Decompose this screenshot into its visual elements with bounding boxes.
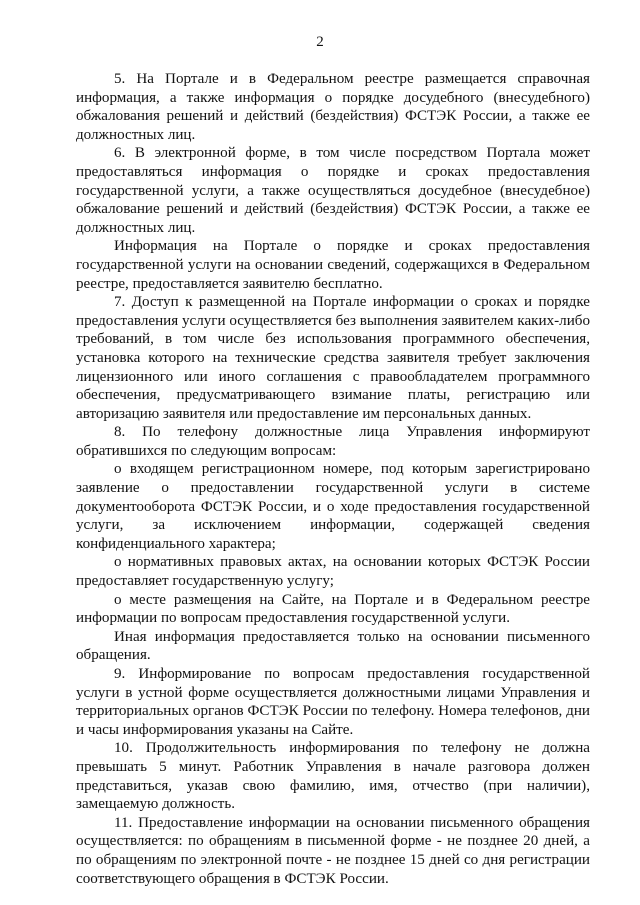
paragraph-8-item-registration: о входящем регистрационном номере, под которым зарегистрировано заявление о предоставлении государственной услуги в системе документооборота ФСТЭК России, и о ходе предоставления государственной услуги, за исключением информации, содержащей сведения конфиденциального характера;: [76, 461, 590, 552]
paragraph-8-other-info: Иная информация предоставляется только на основании письменного обращения.: [76, 628, 590, 664]
paragraph-11: 11. Предоставление информации на основании письменного обращения осуществляется: по обращениям в письменной форме - не позднее 20 дней, а по обращениям по электронной почте - не позднее 15 дней со дня регистрации соответствующего обращения в ФСТЭК России.: [76, 814, 590, 887]
paragraph-9: 9. Информирование по вопросам предоставления государственной услуги в устной форме осуществляется должностными лицами Управления и территориальных органов ФСТЭК России по телефону. Номера телефонов, дни и часы информирования указаны на Сайте.: [76, 666, 590, 738]
paragraph-8: 8. По телефону должностные лица Управления информируют обратившихся по следующим вопросам:: [76, 424, 590, 459]
paragraph-8-item-legal-acts: о нормативных правовых актах, на основании которых ФСТЭК России предоставляет государственную услугу;: [76, 554, 590, 590]
paragraph-10: 10. Продолжительность информирования по телефону не должна превышать 5 минут. Работник Управления в начале разговора должен представиться, указав свою фамилию, имя, отчество (при наличии), замещаемую должность.: [76, 740, 590, 813]
paragraph-7: 7. Доступ к размещенной на Портале информации о сроках и порядке предоставления услуги осуществляется без выполнения заявителем каких-либо требований, в том числе без использования программного обеспечения, установка которого на технические средства заявителя требует заключения лицензионного или иного соглашения с правообладателем программного обеспечения, предусматривающего взимание платы, регистрацию или авторизацию заявителя или предоставление им персональных данных.: [76, 294, 590, 422]
paragraph-8-item-location: о месте размещения на Сайте, на Портале и в Федеральном реестре информации по вопросам предоставления государственной услуги.: [76, 591, 590, 627]
paragraph-5: 5. На Портале и в Федеральном реестре размещается справочная информация, а также информация о порядке досудебного (внесудебного) обжалования решений и действий (бездействия) ФСТЭК России, а также ее должностных лиц.: [76, 71, 590, 143]
page-number: 2: [316, 34, 324, 50]
paragraph-6: 6. В электронной форме, в том числе посредством Портала может предоставляться информация о порядке и сроках предоставления государственной услуги, а также осуществляться досудебное (внесудебное) обжалование решений и действий (бездействия) ФСТЭК России, а также ее должностных лиц.: [76, 145, 590, 236]
document-body: [76, 70, 590, 888]
paragraph-6-info: Информация на Портале о порядке и сроках предоставления государственной услуги на основании сведений, содержащихся в Федеральном реестре, предоставляется заявителю бесплатно.: [76, 238, 590, 292]
